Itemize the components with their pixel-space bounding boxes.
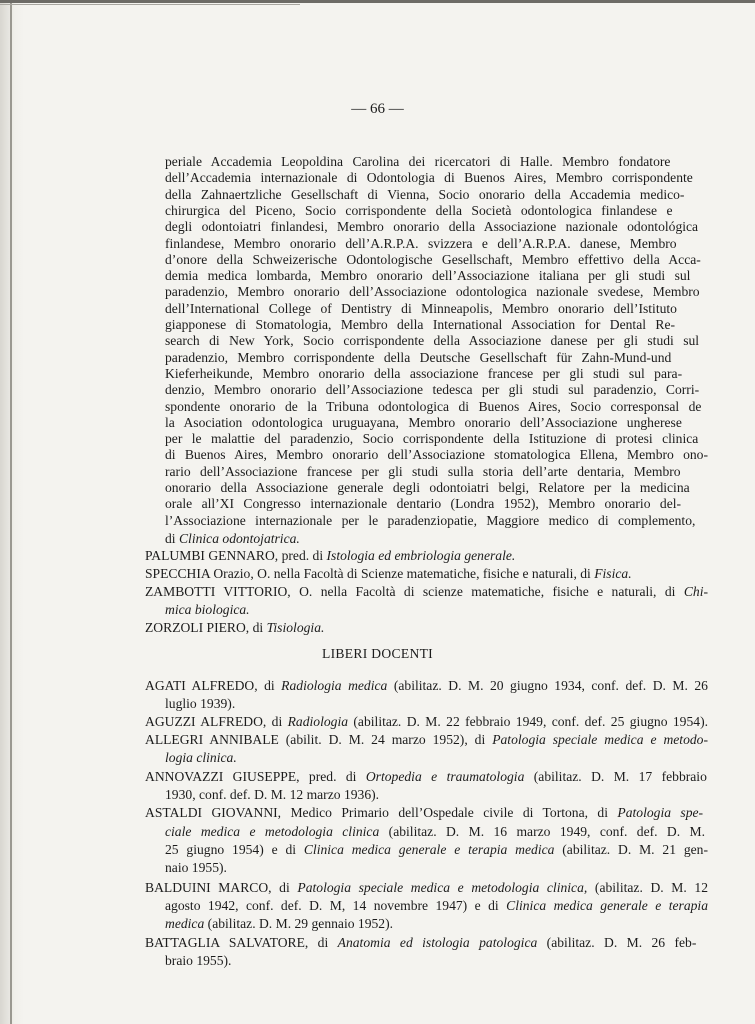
italic-text: Radiologia medica xyxy=(281,678,388,693)
text-line xyxy=(165,301,677,317)
italic-text: Patologia speciale medica e metodologia clinica, xyxy=(297,880,588,895)
text-segment: la Asociation odontologica uruguayana, Membro onorario dell’Associazione ungherese xyxy=(165,414,682,430)
text-line xyxy=(145,768,707,786)
text-line xyxy=(165,187,684,203)
italic-text: Anatomia ed istologia patologica xyxy=(337,935,538,950)
text-line xyxy=(165,447,708,463)
text-line xyxy=(165,170,693,186)
section-heading: LIBERI DOCENTI xyxy=(321,646,434,661)
text-segment: (abilitaz. D. M. 16 marzo 1949, conf. def. D. M. xyxy=(379,824,706,839)
text-line xyxy=(165,333,699,349)
text-line xyxy=(165,749,237,767)
text-segment: giapponese di Stomatologia, Membro della International Association for Dental Re- xyxy=(165,317,676,332)
text-segment: onorario della Associazione generale degli odontoiatri belgi, Relatore per la medicina xyxy=(165,480,690,495)
italic-text: logia clinica. xyxy=(165,750,237,765)
text-segment: paradenzio, Membro corrispondente della Deutsche Gesellschaft für Zahn-Mund-und xyxy=(165,349,672,365)
text-segment: search di New York, Socio corrispondente della Associazione danese per gli studi sul xyxy=(165,333,700,349)
text-segment: orale all’XI Congresso internazionale dentario (Londra 1952), Membro onorario del- xyxy=(165,496,682,512)
text-segment: AGUZZI ALFREDO, di xyxy=(145,714,288,729)
text-line xyxy=(165,382,699,398)
text-segment: dell’Accademia internazionale di Odontologia di Buenos Aires, Membro corrispondente xyxy=(165,170,693,186)
text-line xyxy=(165,897,708,915)
text-line xyxy=(165,252,701,268)
text-segment: (abilitaz. D. M. 21 gen- xyxy=(554,842,708,857)
text-segment: periale Accademia Leopoldina Carolina dei ricercatori di Halle. Membro fondatore xyxy=(165,154,671,169)
italic-text: Clinica odontojatrica. xyxy=(178,531,300,546)
text-line xyxy=(145,547,515,565)
text-segment: BATTAGLIA SALVATORE, di xyxy=(145,935,338,950)
text-line xyxy=(165,695,235,713)
italic-text: Istologia ed embriologia generale. xyxy=(326,548,516,563)
italic-text: Clinica medica generale e terapia medica xyxy=(303,842,555,857)
text-segment: ALLEGRI ANNIBALE (abilit. D. M. 24 marzo 1952), di xyxy=(145,732,493,747)
text-line xyxy=(165,366,682,382)
text-line xyxy=(165,154,670,170)
text-line xyxy=(145,731,708,749)
text-line xyxy=(165,317,675,333)
text-line xyxy=(165,496,681,512)
text-segment: (abilitaz. D. M. 22 febbraio 1949, conf. def. 25 giugno 1954). xyxy=(348,714,708,729)
text-segment: di Buenos Aires, Membro onorario dell’Associazione stomatologica Ellena, Membro ono- xyxy=(165,447,708,463)
text-segment: ZORZOLI PIERO, di xyxy=(145,620,267,635)
text-segment: AGATI ALFREDO, di xyxy=(145,678,282,693)
text-line xyxy=(165,268,690,284)
text-segment: di xyxy=(165,531,179,546)
text-segment: dell’International College of Dentistry di Minneapolis, Membro onorario dell’Istituto xyxy=(165,300,677,316)
text-segment: d’onore della Schweizerische Odontologische Gesellschaft, Membro effettivo della Acca- xyxy=(165,251,701,267)
text-line xyxy=(165,350,671,366)
italic-text: Chi- xyxy=(683,584,708,599)
text-line xyxy=(165,952,231,970)
text-segment: ZAMBOTTI VITTORIO, O. nella Facoltà di scienze matematiche, fisiche e naturali, di xyxy=(145,584,684,599)
text-line xyxy=(165,480,690,496)
text-segment: paradenzio, Membro onorario dell’Associazione odontologica nazionale svedese, Membro xyxy=(165,284,700,300)
text-line xyxy=(145,879,708,897)
text-line xyxy=(165,530,300,548)
text-line xyxy=(165,841,708,859)
italic-text: Tisiologia. xyxy=(266,620,325,635)
text-line xyxy=(165,601,250,619)
text-line xyxy=(165,823,705,841)
italic-text: Patologia spe- xyxy=(617,805,704,820)
text-segment: braio 1955). xyxy=(165,953,232,968)
text-segment: (abilitaz. D. M. 17 febbraio xyxy=(524,769,707,784)
text-segment: spondente onorario de la Tribuna odontologica di Buenos Aires, Socio corresponsal de xyxy=(165,398,702,414)
text-line xyxy=(165,859,227,877)
text-segment: ANNOVAZZI GIUSEPPE, pred. di xyxy=(145,769,366,784)
text-line xyxy=(145,677,708,695)
text-segment: degli odontoiatri finlandesi, Membro onorario della Associazione nazionale odontológica xyxy=(165,219,699,235)
text-segment: ASTALDI GIOVANNI, Medico Primario dell’Ospedale civile di Tortona, di xyxy=(145,805,618,820)
italic-text: Clinica medica generale e terapia xyxy=(506,898,708,913)
text-line xyxy=(165,236,677,252)
text-segment: 1930, conf. def. D. M. 12 marzo 1936). xyxy=(165,787,380,802)
italic-text: Radiologia xyxy=(287,714,349,729)
text-segment: SPECCHIA Orazio, O. nella Facoltà di Scienze matematiche, fisiche e naturali, di xyxy=(145,566,595,581)
text-line xyxy=(165,284,700,300)
text-segment: luglio 1939). xyxy=(165,696,236,711)
text-line xyxy=(145,713,708,731)
text-line xyxy=(165,513,695,529)
italic-text: Patologia speciale medica e metodo- xyxy=(492,732,708,747)
text-segment: finlandese, Membro onorario dell’A.R.P.A. svizzera e dell’A.R.P.A. danese, Membro xyxy=(165,235,677,251)
page-number: — 66 — xyxy=(351,101,404,117)
text-segment: (abilitaz. D. M. 26 feb- xyxy=(537,935,697,950)
text-segment: PALUMBI GENNARO, pred. di xyxy=(145,548,327,563)
text-line xyxy=(165,203,673,219)
text-line xyxy=(145,565,632,583)
text-line xyxy=(145,583,708,601)
text-line xyxy=(165,399,701,415)
text-segment: naio 1955). xyxy=(165,860,227,875)
text-segment: per le malattie del paradenzio, Socio corrispondente della Istituzione di protesi clinica xyxy=(165,431,699,447)
text-segment: agosto 1942, conf. def. D. M, 14 novembre 1947) e di xyxy=(165,898,507,913)
italic-text: Fisica. xyxy=(594,566,632,581)
scan-edge xyxy=(0,0,24,1024)
text-segment: BALDUINI MARCO, di xyxy=(145,880,298,895)
text-line xyxy=(145,934,696,952)
text-segment: Kieferheikunde, Membro onorario della associazione francese per gli studi sul para- xyxy=(165,365,683,381)
text-segment: 25 giugno 1954) e di xyxy=(165,842,304,857)
text-segment: (abilitaz. D. M. 12 xyxy=(587,880,709,895)
scan-top-rule xyxy=(0,4,300,5)
text-segment: l’Associazione internazionale per le paradenziopatie, Maggiore medico di complemento, xyxy=(165,512,696,528)
text-line xyxy=(145,619,324,637)
text-line xyxy=(165,415,682,431)
text-line xyxy=(165,786,379,804)
text-segment: rario dell’Associazione francese per gli studi sulla storia dell’arte dentaria, Membro xyxy=(165,463,681,479)
italic-text: ciale medica e metodologia clinica xyxy=(165,824,380,839)
italic-text: medica xyxy=(165,916,205,931)
text-line xyxy=(165,219,698,235)
text-segment: chirurgica del Piceno, Socio corrispondente della Società odontologica finlandese e xyxy=(165,202,673,218)
scan-top-border xyxy=(0,0,755,3)
text-line xyxy=(165,915,393,933)
text-line xyxy=(165,431,698,447)
text-segment: demia medica lombarda, Membro onorario dell’Associazione italiana per gli studi sul xyxy=(165,268,691,284)
text-line xyxy=(165,464,681,480)
italic-text: mica biologica. xyxy=(165,602,250,617)
text-segment: (abilitaz. D. M. 20 giugno 1934, conf. def. D. M. 26 xyxy=(387,678,708,693)
text-segment: della Zahnaertzliche Gesellschaft di Vienna, Socio onorario della Accademia medico- xyxy=(165,186,685,202)
text-line xyxy=(145,804,703,822)
text-segment: (abilitaz. D. M. 29 gennaio 1952). xyxy=(204,916,394,931)
text-segment: denzio, Membro onorario dell’Associazione tedesca per gli studi sul paradenzio, Corri- xyxy=(165,382,700,398)
italic-text: Ortopedia e traumatologia xyxy=(365,769,525,784)
